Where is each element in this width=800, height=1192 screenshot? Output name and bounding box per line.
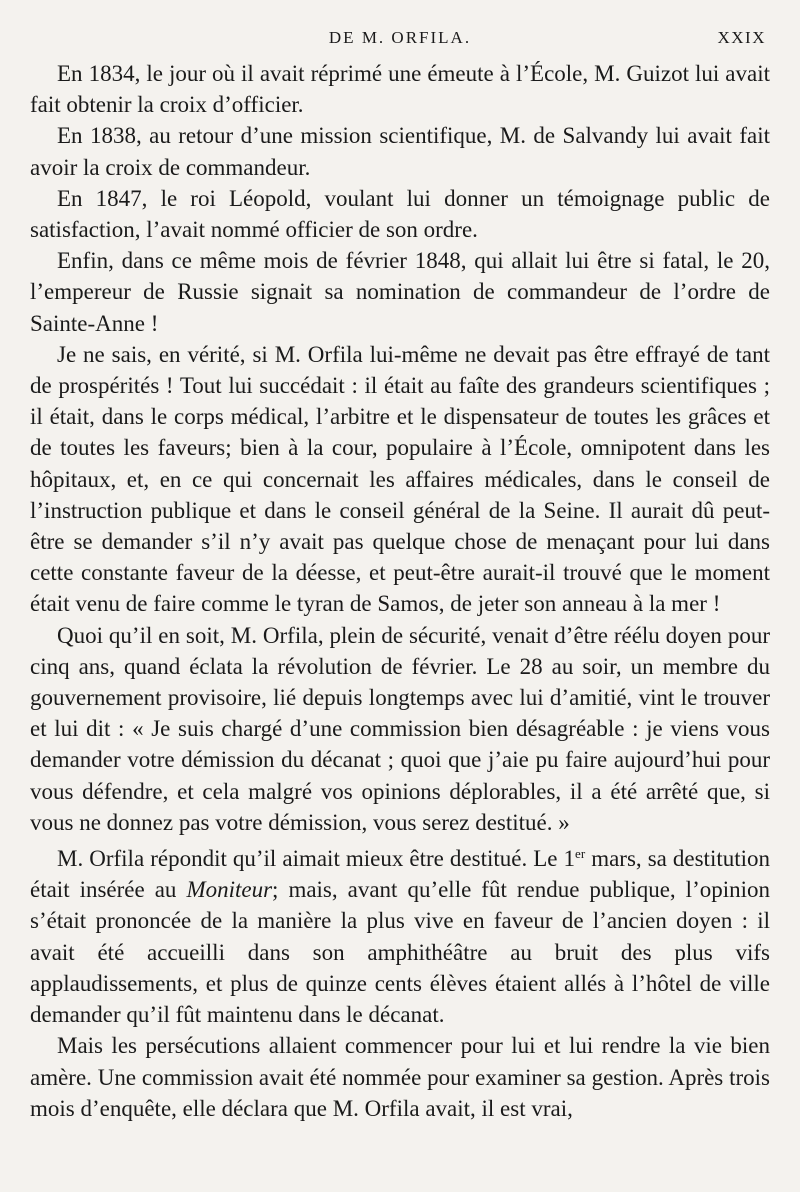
paragraph-7-part-3: ; mais, avant qu’elle fût rendue publique, l’opinion s’était prononcée de la manière la plus vive en faveur de l’ancien doyen : il avait été accueilli dans son amphithéâtre au bruit des plus vifs applaudissements, et plus de quinze cents élèves étaient allés à l’hôtel de ville demander qu’il fût maintenu dans le décanat. — [30, 877, 771, 1028]
body-text — [30, 58, 770, 1124]
moniteur-italic: Moniteur — [186, 877, 273, 903]
page-header — [30, 0, 770, 58]
superscript-er: er — [575, 846, 586, 862]
paragraph-7-part-1: M. Orfila répondit qu’il aimait mieux être destitué. Le 1 — [57, 846, 576, 872]
paragraph-2: En 1838, au retour d’une mission scientifique, M. de Salvandy lui avait fait avoir la croix de commandeur. — [30, 123, 770, 180]
paragraph-8: Mais les persécutions allaient commencer pour lui et lui rendre la vie bien amère. Une commission avait été nommée pour examiner sa gestion. Après trois mois d’enquête, elle déclara que M. Orfila avait, il est vrai, — [30, 1033, 770, 1121]
paragraph-1: En 1834, le jour où il avait réprimé une émeute à l’École, M. Guizot lui avait fait obtenir la croix d’officier. — [30, 61, 770, 118]
paragraph-7-part-2: mars, sa destitution était insérée au — [30, 846, 771, 903]
paragraph-3: En 1847, le roi Léopold, voulant lui donner un témoignage public de satisfaction, l’avait nommé officier de son ordre. — [30, 185, 770, 243]
running-title: DE M. ORFILA. — [328, 28, 472, 47]
paragraph-7 — [30, 838, 770, 1030]
paragraph-4: Enfin, dans ce même mois de février 1848, qui allait lui être si fatal, le 20, l’empereur de Russie signait sa nomination de commandeur de l’ordre de Sainte-Anne ! — [30, 248, 770, 336]
page-number: XXIX — [717, 28, 766, 47]
paragraph-5: Je ne sais, en vérité, si M. Orfila lui-même ne devait pas être effrayé de tant de prospérités ! Tout lui succédait : il était au faîte des grandeurs scientifiques ; il était, dans le corps médical, l’arbitre et le dispensateur de toutes les grâces et de toutes les faveurs; bien à la cour, populaire à l’École, omnipotent dans les hôpitaux, et, en ce qui concernait les affaires médicales, dans le conseil de l’instruction publique et dans le conseil général de la Seine. Il aurait dû peut-être se demander s’il n’y avait pas quelque chose de menaçant pour lui dans cette constante faveur de la déesse, et peut-être aurait-il trouvé que le moment était venu de faire comme le tyran de Samos, de jeter son anneau à la mer ! — [30, 341, 770, 617]
paragraph-6: Quoi qu’il en soit, M. Orfila, plein de sécurité, venait d’être réélu doyen pour cinq ans, quand éclata la révolution de février. Le 28 au soir, un membre du gouvernement provisoire, lié depuis longtemps avec lui d’amitié, vint le trouver et lui dit : « Je suis chargé d’une commission bien désagréable : je viens vous demander votre démission du décanat ; quoi que j’aie pu faire aujourd’hui pour vous défendre, et cela malgré vos opinions déplorables, il a été arrêté que, si vous ne donnez pas votre démission, vous serez destitué. » — [30, 622, 770, 835]
